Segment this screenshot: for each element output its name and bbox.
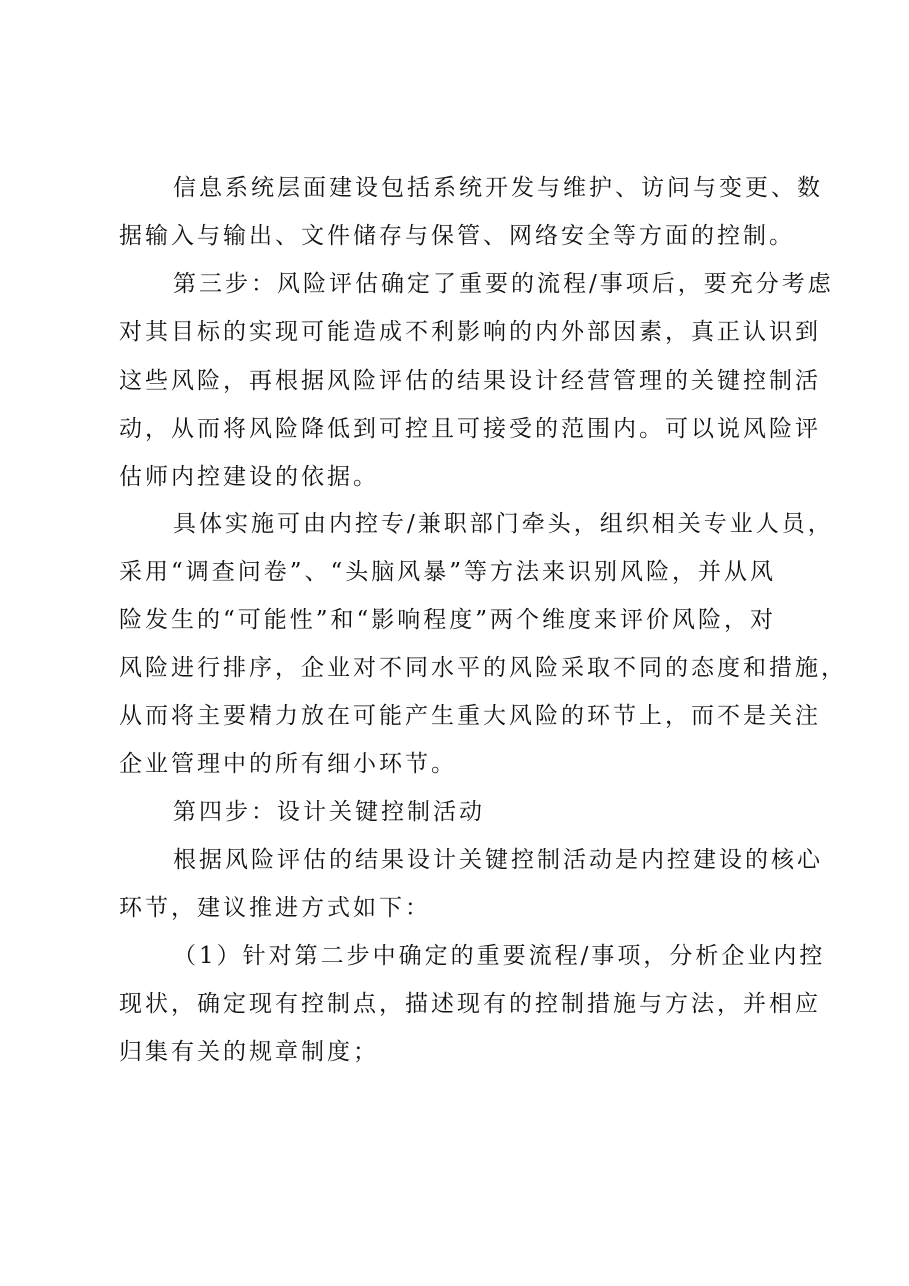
text-line: 险发生的“可能性”和“影响程度”两个维度来评价风险，对 (119, 607, 777, 633)
text-line: 环节，建议推进方式如下： (119, 895, 431, 921)
text-line: 动，从而将风险降低到可控且可接受的范围内。可以说风险评 (119, 416, 821, 442)
text-line: 归集有关的规章制度； (119, 1039, 379, 1065)
text-line: 根据风险评估的结果设计关键控制活动是内控建设的核心 (173, 847, 823, 873)
text-line: 采用“调查问卷”、“头脑风暴”等方法来识别风险，并从风 (119, 559, 777, 585)
section-heading: 第四步：设计关键控制活动 (173, 799, 485, 825)
text-line: 据输入与输出、文件储存与保管、网络安全等方面的控制。 (119, 223, 795, 249)
text-line: 信息系统层面建设包括系统开发与维护、访问与变更、数 (173, 175, 823, 201)
text-line: 对其目标的实现可能造成不利影响的内外部因素，真正认识到 (119, 319, 821, 345)
text-line: 具体实施可由内控专/兼职部门牵头，组织相关专业人员， (173, 511, 834, 537)
text-line: 现状，确定现有控制点，描述现有的控制措施与方法，并相应 (119, 991, 821, 1017)
text-line: 估师内控建设的依据。 (119, 464, 379, 490)
text-line: 风险进行排序，企业对不同水平的风险采取不同的态度和措施， (119, 655, 847, 681)
text-line: 企业管理中的所有细小环节。 (119, 751, 457, 777)
text-line: 第三步：风险评估确定了重要的流程/事项后，要充分考虑 (173, 271, 834, 297)
text-line: 从而将主要精力放在可能产生重大风险的环节上，而不是关注 (119, 703, 821, 729)
text-line: 这些风险，再根据风险评估的结果设计经营管理的关键控制活 (119, 368, 821, 394)
list-item: （1）针对第二步中确定的重要流程/事项，分析企业内控 (173, 943, 826, 969)
